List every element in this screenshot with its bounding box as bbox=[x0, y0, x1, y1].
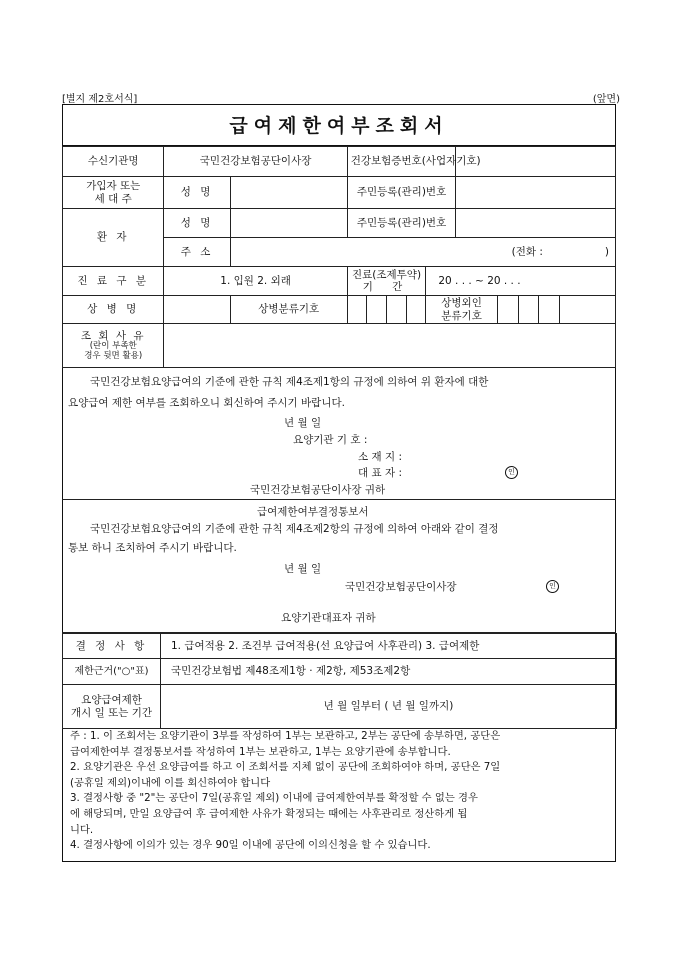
seal-mark: 인 bbox=[546, 580, 559, 593]
subscriber-label-1: 가입자 또는 bbox=[86, 180, 141, 193]
reason-label bbox=[63, 324, 164, 368]
seal-mark: 인 bbox=[505, 466, 518, 479]
notice-text-2: 통보 하니 조치하여 주시기 바랍니다. bbox=[68, 542, 237, 554]
notice-date: 년 월 일 bbox=[284, 563, 322, 575]
disease-code-box[interactable] bbox=[347, 296, 367, 324]
patient-name-label: 성 명 bbox=[164, 209, 230, 238]
inquiry-location: 소 재 지 : bbox=[358, 451, 402, 463]
inquiry-text-2: 요양급여 제한 여부를 조회하오니 회신하여 주시기 바랍니다. bbox=[68, 397, 345, 409]
patient-name-value[interactable] bbox=[230, 209, 347, 238]
info-table bbox=[62, 146, 616, 368]
disease-label: 상 병 명 bbox=[63, 296, 164, 324]
start-label-2: 개시 일 또는 기간 bbox=[70, 706, 152, 719]
note-line: 주 : 1. 이 조회서는 요양기관이 3부를 작성하여 1부는 보관하고, 2부는 공단에 송부하면, 공단은 bbox=[70, 730, 501, 742]
start-value[interactable]: 년 월 일부터 ( 년 월 일까지) bbox=[161, 685, 617, 729]
phone-close: ) bbox=[604, 245, 609, 258]
subscriber-label bbox=[63, 177, 164, 209]
note-line: 4. 결정사항에 이의가 있는 경우 90일 이내에 공단에 이의신청을 할 수 있습니다. bbox=[70, 839, 431, 852]
reason-value[interactable] bbox=[164, 324, 616, 368]
recipient-label: 수신기관명 bbox=[63, 147, 164, 177]
decision-table bbox=[62, 633, 617, 729]
other-disease-code-box[interactable] bbox=[497, 296, 518, 324]
disease-code-box[interactable] bbox=[367, 296, 387, 324]
treatment-period-value[interactable]: 20 . . . ~ 20 . . . bbox=[426, 267, 616, 296]
subscriber-rrn-label: 주민등록(관리)번호 bbox=[347, 177, 456, 209]
inquiry-representative: 대 표 자 : bbox=[358, 467, 402, 479]
note-line: 에 해당되며, 만일 요양급여 후 급여제한 사유가 확정되는 때에는 사후관리로 정산하게 됩 bbox=[70, 807, 468, 820]
disease-value[interactable] bbox=[164, 296, 230, 324]
notice-block bbox=[62, 500, 616, 633]
recipient-value: 국민건강보험공단이사장 bbox=[164, 147, 347, 177]
subscriber-label-2: 세 대 주 bbox=[94, 192, 132, 205]
form-number: [별지 제2호서식] bbox=[62, 94, 138, 105]
inquiry-inst-code: 요양기관 기 호 : bbox=[293, 434, 368, 446]
patient-rrn-label: 주민등록(관리)번호 bbox=[347, 209, 456, 238]
subscriber-name-label: 성 명 bbox=[164, 177, 230, 209]
notice-text-1: 국민건강보험요양급여의 기준에 관한 규칙 제4조제2항의 규정에 의하여 아래와 같이 결정 bbox=[90, 523, 499, 535]
reason-note-2: 경우 뒷면 활용) bbox=[84, 350, 143, 361]
insurance-no-label: 건강보험증번호(사업자기호) bbox=[347, 147, 456, 177]
note-line: (공휴일 제외)이내에 이를 회신하여야 합니다 bbox=[70, 776, 271, 789]
subscriber-rrn-value[interactable] bbox=[456, 177, 616, 209]
patient-label: 환 자 bbox=[63, 209, 164, 267]
result-label: 결 정 사 항 bbox=[63, 634, 161, 659]
reason-label-text: 조 회 사 유 bbox=[80, 329, 146, 342]
result-value[interactable]: 1. 급여적용 2. 조건부 급여적용(선 요양급여 사후관리) 3. 급여제한 bbox=[161, 634, 617, 659]
inquiry-addressee: 국민건강보험공단이사장 귀하 bbox=[250, 484, 386, 496]
patient-rrn-value[interactable] bbox=[456, 209, 616, 238]
start-label bbox=[63, 685, 161, 729]
page-side-label: (앞면) bbox=[592, 94, 620, 105]
subscriber-name-value[interactable] bbox=[230, 177, 347, 209]
note-line: 급여제한여부 결정통보서를 작성하여 1부는 보관하고, 1부는 요양기관에 송부합니다. bbox=[70, 745, 451, 758]
other-disease-label bbox=[426, 296, 497, 324]
other-disease-label-2: 분류기호 bbox=[441, 309, 482, 322]
address-value[interactable] bbox=[230, 238, 615, 267]
treatment-period-label-2: 기 간 bbox=[362, 281, 411, 293]
other-disease-code-box[interactable] bbox=[539, 296, 560, 324]
notice-addressee: 요양기관대표자 귀하 bbox=[281, 612, 376, 624]
notes-block bbox=[70, 729, 612, 854]
form-title: 급여제한여부조회서 bbox=[62, 104, 616, 146]
other-disease-label-1: 상병외인 bbox=[441, 297, 482, 310]
address-label: 주 소 bbox=[164, 238, 230, 267]
start-label-1: 요양급여제한 bbox=[81, 694, 142, 707]
notice-sender: 국민건강보험공단이사장 bbox=[345, 581, 457, 593]
treatment-type-label: 진 료 구 분 bbox=[63, 267, 164, 296]
note-line: 3. 결정사항 중 "2"는 공단이 7일(공휴일 제외) 이내에 급여제한여부를 확정할 수 없는 경우 bbox=[70, 792, 478, 805]
treatment-period-label-1: 진료(조제투약) bbox=[351, 268, 422, 281]
inquiry-seal bbox=[505, 465, 518, 479]
note-line: 니다. bbox=[70, 823, 94, 836]
notice-seal bbox=[546, 579, 559, 593]
inquiry-block bbox=[62, 371, 616, 500]
other-disease-code-box[interactable] bbox=[518, 296, 539, 324]
phone-label: (전화 : bbox=[511, 245, 543, 258]
treatment-period-label bbox=[347, 267, 426, 296]
treatment-type-value[interactable]: 1. 입원 2. 외래 bbox=[164, 267, 347, 296]
inquiry-date: 년 월 일 bbox=[284, 417, 322, 429]
basis-value[interactable]: 국민건강보험법 제48조제1항 · 제2항, 제53조제2항 bbox=[161, 659, 617, 685]
disease-code-label: 상병분류기호 bbox=[230, 296, 347, 324]
basis-label: 제한근거("○"표) bbox=[63, 659, 161, 685]
inquiry-text-1: 국민건강보험요양급여의 기준에 관한 규칙 제4조제1항의 규정에 의하여 위 환자에 대한 bbox=[90, 376, 489, 388]
notice-title: 급여제한여부결정통보서 bbox=[257, 506, 369, 518]
note-line: 2. 요양기관은 우선 요양급여를 하고 이 조회서를 지체 없이 공단에 조회하여야 하며, 공단은 7일 bbox=[70, 761, 501, 774]
disease-code-box[interactable] bbox=[406, 296, 426, 324]
reason-note-1: (란이 부족한 bbox=[89, 340, 137, 351]
other-disease-code-box[interactable] bbox=[559, 296, 615, 324]
disease-code-box[interactable] bbox=[387, 296, 407, 324]
